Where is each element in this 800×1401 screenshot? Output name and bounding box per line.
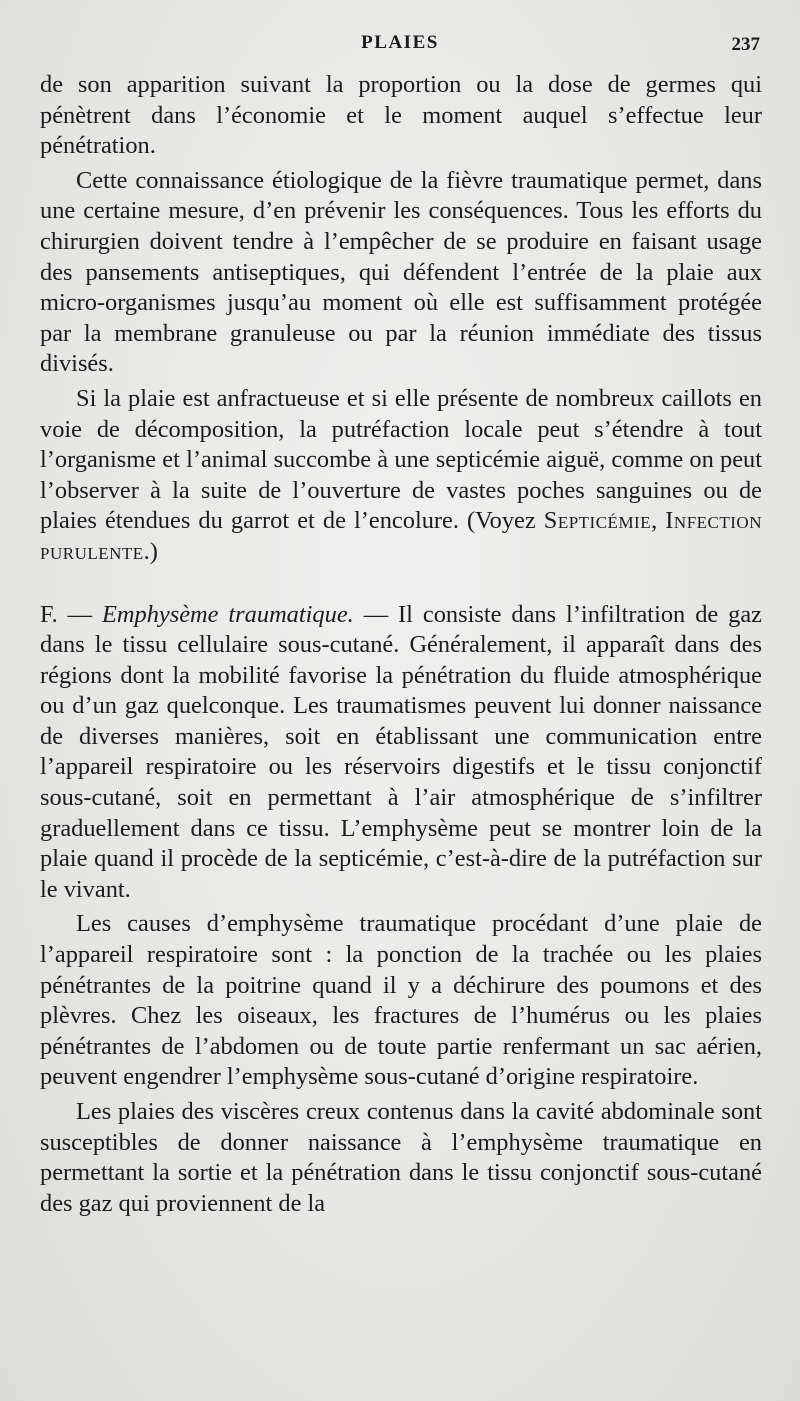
running-title: PLAIES: [361, 32, 439, 53]
page-number: 237: [731, 34, 760, 55]
paragraph-continuation: de son apparition suivant la proportion ou la dose de germes qui pénètrent dans l’économie et le moment auquel s’effectue leur pénétration.: [40, 71, 762, 160]
section-emphyseme: [40, 600, 762, 906]
running-head: [40, 32, 760, 62]
cross-reference-infection-purulente: Infection purulente: [40, 507, 762, 565]
cross-reference-separator: ,: [651, 507, 666, 535]
section-emphyseme-text: Il consiste dans l’infiltration de gaz dans le tissu cellulaire sous-cutané. Généralement, il apparaît dans des régions dont la mobilité favorise la pénétration du fluide atmosphérique ou d’un gaz quelconque. Les traumatismes peuvent lui donner naissance de diverses manières, soit en établissant une communication entre l’appareil respiratoire ou les réservoirs digestifs et le tissu conjonctif sous-cutané, soit en permettant à l’air atmosphérique de s’infiltrer graduellement dans ce tissu. L’emphysème peut se montrer loin de la plaie quand il procède de la septicémie, c’est-à-dire de la putréfaction sur le vivant.: [40, 600, 762, 903]
paragraph-septicemia-text: Si la plaie est anfractueuse et si elle présente de nombreux caillots en voie de décomposition, la putréfaction locale peut s’étendre à tout l’organisme et l’animal succombe à une septicémie aiguë, comme on peut l’observer à la suite de l’ouverture de vastes poches sanguines ou de plaies étendues du garrot et de l’encolure. (Voyez: [40, 384, 762, 535]
section-letter: F. —: [40, 600, 102, 628]
paragraph-respiratory-causes: Les causes d’emphysème traumatique procédant d’une plaie de l’appareil respiratoire sont : la ponction de la trachée ou les plaies pénétrantes de la poitrine quand il y a déchirure des poumons et des plèvres. Chez les oiseaux, les fractures de l’humérus ou les plaies pénétrantes de l’abdomen ou de toute partie renfermant un sac aérien, peuvent engendrer l’emphysème sous-cutané d’origine respiratoire.: [40, 910, 762, 1091]
paragraph-fever-prevention: Cette connaissance étiologique de la fièvre traumatique permet, dans une certaine mesure, d’en prévenir les conséquences. Tous les efforts du chirurgien doivent tendre à l’empêcher de se produire en faisant usage des pansements antiseptiques, qui défendent l’entrée de la plaie aux micro-organismes jusqu’au moment où elle est suffisamment protégée par la membrane granuleuse ou par la réunion immédiate des tissus divisés.: [40, 166, 762, 378]
paragraph-abdominal-viscera: Les plaies des viscères creux contenus dans la cavité abdominale sont susceptibles de donner naissance à l’emphysème traumatique en permettant la sortie et la pénétration dans le tissu conjonctif sous-cutané des gaz qui proviennent de la: [40, 1098, 762, 1217]
paragraph-septicemia-end: .): [143, 537, 158, 565]
paragraph-septicemia: [40, 384, 762, 568]
body-text: [40, 70, 762, 1219]
section-dash: —: [353, 600, 399, 628]
section-title: Emphysème traumatique.: [101, 600, 354, 628]
cross-reference-septicemie: Septicémie: [543, 507, 652, 535]
